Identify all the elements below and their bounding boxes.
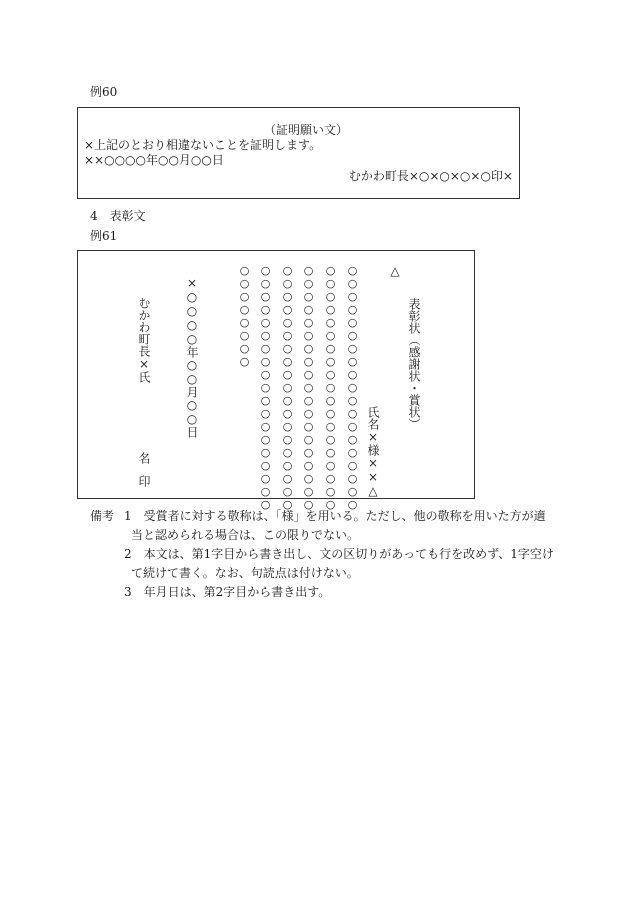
example61-recipient: 氏名×様××△ [366,406,380,498]
example61-name-label: 名 [137,452,151,464]
remark-1-line2: 当と認められる場合は、この限りでない。 [131,528,360,542]
remark-2-line2: て続けて書く。なお、句読点は付けない。 [131,566,359,580]
example61-seal-label: 印 [137,475,151,487]
example61-body-column: ○○○○○○○○○○○○○○○○○○○ [302,264,315,511]
example61-body-column: ○○○○○○○○○○○○○○○○○○○ [281,264,294,511]
example61-body-column: ○○○○○○○○○○○○○○○○○○○ [346,264,359,511]
example61-signer: むかわ町長×氏 [137,297,151,383]
example61-body-column: ○○○○○○○○○○○○○○○○○○○ [259,264,272,511]
example60-heading: （証明願い文） [264,123,349,137]
section4-label: 4 表彰文 [90,209,146,223]
example61-date: ×○○○○年○○月○○日 [185,276,199,438]
remark-2-line1: 2 本文は、第1字目から書き出し、文の区切りがあっても行を改めず、1字空け [124,547,554,561]
example61-label: 例61 [90,229,118,243]
example60-line1: ×上記のとおり相違ないことを証明します。 [84,138,322,152]
example60-label: 例60 [90,85,118,99]
example60-signer: むかわ町長×○×○×○×○印× [348,169,513,183]
example61-title-mark: △ [388,264,402,278]
example61-title: 表彰状（感謝状・賞状） [407,298,421,430]
example60-box [77,107,520,199]
example61-body-column: ○○○○○○○○○○○○○○○○○○○ [324,264,337,511]
example61-box [77,250,475,511]
example60-date: ××○○○○年○○月○○日 [84,153,224,167]
example61-body-column: ○○○○○○○○ [238,264,251,368]
remark-3-line1: 3 年月日は、第2字目から書き出す。 [124,585,331,599]
remark-1-line1: 1 受賞者に対する敬称は、「様」を用いる。ただし、他の敬称を用いた方が適 [124,509,546,523]
remarks-label: 備考 [90,509,115,523]
